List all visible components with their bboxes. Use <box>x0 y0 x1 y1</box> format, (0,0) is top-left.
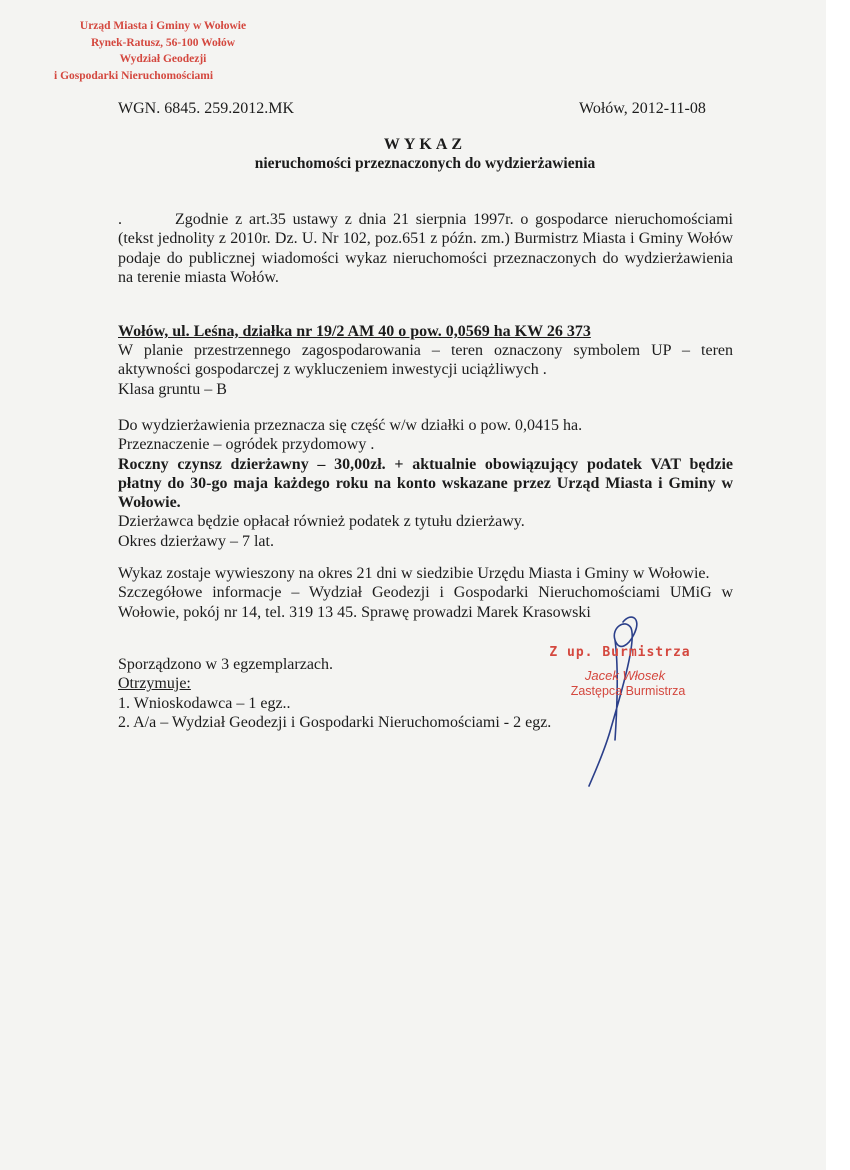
lease-purpose: Przeznaczenie – ogródek przydomowy . <box>118 436 375 454</box>
document-title: WYKAZ <box>383 136 467 153</box>
contact-info: Szczegółowe informacje – Wydział Geodezji i Gospodarki Nieruchomościami UMiG w Wołowie, pokój nr 14, tel. 319 13 45. Sprawę prowadzi Marek Krasowski <box>118 584 733 621</box>
recipient-item: 1. Wnioskodawca – 1 egz.. <box>118 694 291 712</box>
stamp-line-office: Urząd Miasta i Gminy w Wołowie <box>79 20 247 32</box>
handwritten-signature <box>545 610 655 790</box>
posting-duration: Wykaz zostaje wywieszony na okres 21 dni w siedzibie Urzędu Miasta i Gminy w Wołowie. <box>118 565 710 582</box>
scan-margin <box>826 0 850 1170</box>
recipients-label: Otrzymuje: <box>118 675 191 693</box>
document-subtitle: nieruchomości przeznaczonych do wydzierżawienia <box>254 155 596 172</box>
stamp-line-department-2: i Gospodarki Nieruchomościami <box>54 69 214 82</box>
property-heading: Wołów, ul. Leśna, działka nr 19/2 AM 40 o pow. 0,0569 ha KW 26 373 <box>118 323 591 340</box>
copies-prepared: Sporządzono w 3 egzemplarzach. <box>118 656 334 673</box>
intro-paragraph <box>118 210 733 287</box>
signature-stamp-name: Jacek Włosek <box>584 668 666 683</box>
lease-details <box>118 416 733 551</box>
property-plan-block <box>118 341 733 399</box>
stamp-line-address: Rynek-Ratusz, 56-100 Wołów <box>90 36 236 49</box>
signature-stamp-role: Zastępca Burmistrza <box>570 684 686 698</box>
signature-stamp-authority: Z up. Burmistrza <box>549 645 691 660</box>
intro-marker: . <box>118 211 122 228</box>
soil-class: Klasa gruntu – B <box>118 380 227 398</box>
intro-text: Zgodnie z art.35 ustawy z dnia 21 sierpnia 1997r. o gospodarce nieruchomościami (tekst jednolity z 2010r. Dz. U. Nr 102, poz.651 z późn. zm.) Burmistrz Miasta i Gminy Wołów podaje do publicznej wiadomości wykaz nieruchomości przeznaczonych do wydzierżawienia na terenie miasta Wołów. <box>118 211 733 286</box>
zoning-plan-text: W planie przestrzennego zagospodarowania – teren oznaczony symbolem UP – teren aktywności gospodarczej z wykluczeniem inwestycji uciążliwych . <box>118 342 733 379</box>
lease-tax: Dzierżawca będzie opłacał również podatek z tytułu dzierżawy. <box>118 513 525 531</box>
stamp-line-department: Wydział Geodezji <box>119 53 207 65</box>
lease-area: Do wydzierżawienia przeznacza się część w/w działki o pow. 0,0415 ha. <box>118 417 583 434</box>
office-stamp <box>54 18 268 84</box>
reference-number: WGN. 6845. 259.2012.MK <box>118 100 294 117</box>
document-date: Wołów, 2012-11-08 <box>579 100 706 117</box>
recipient-item: 2. A/a – Wydział Geodezji i Gospodarki Nieruchomościami - 2 egz. <box>118 713 552 731</box>
lease-period: Okres dzierżawy – 7 lat. <box>118 532 274 550</box>
lease-rent: Roczny czynsz dzierżawny – 30,00zł. + aktualnie obowiązujący podatek VAT będzie płatny do 30-go maja każdego roku na konto wskazane przez Urząd Miasta i Gminy w Wołowie. <box>118 455 733 512</box>
